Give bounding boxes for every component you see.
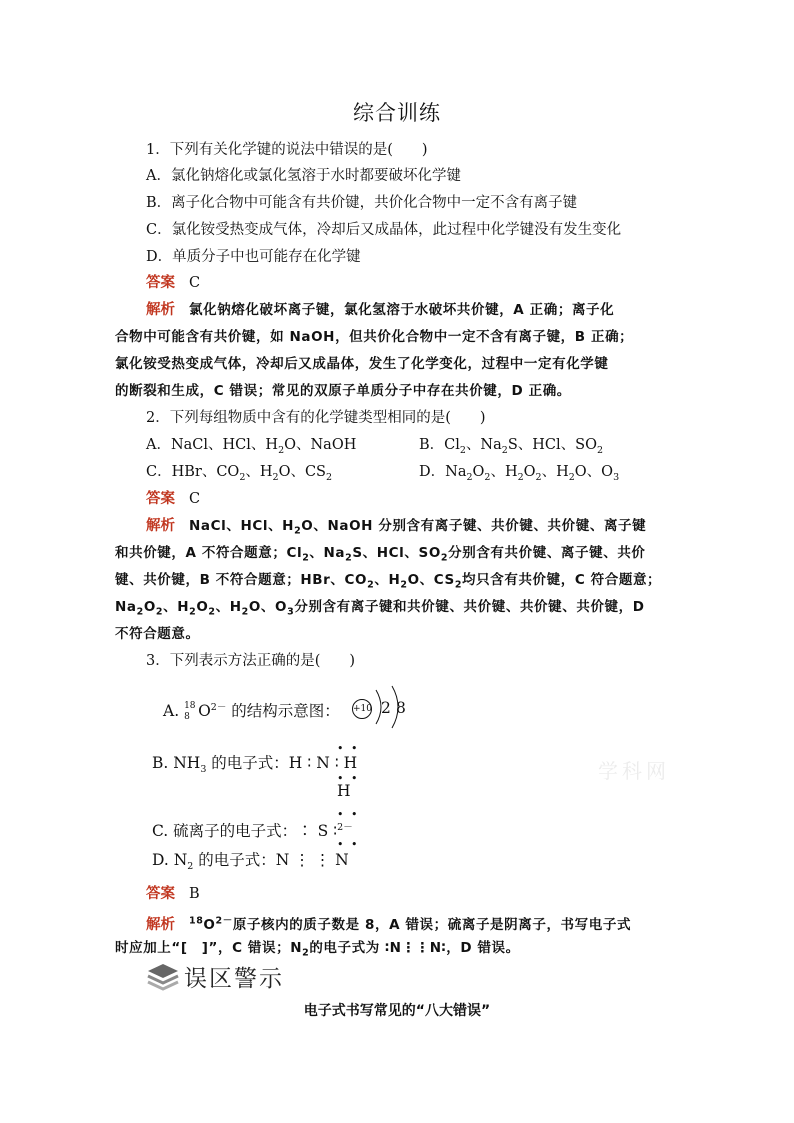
q1-analysis-line-1: 解析 氯化钠熔化破坏离子键，氯化氢溶于水破坏共价键，A 正确；离子化 xyxy=(146,301,615,318)
q2-analysis-line-5: 不符合题意。 xyxy=(115,626,200,642)
analysis-label: 解析 xyxy=(146,915,175,933)
q2-stem: 2．下列每组物质中含有的化学键类型相同的是( ) xyxy=(146,410,486,426)
q3-answer xyxy=(146,884,200,904)
answer-value: C xyxy=(189,275,201,291)
atomic-structure-diagram xyxy=(352,697,372,719)
warning-section-header xyxy=(146,960,284,993)
q1-option-b: B．离子化合物中可能含有共价键，共价化合物中一定不含有离子键 xyxy=(146,195,578,211)
shell-1-count: 2 xyxy=(381,699,391,717)
q1-stem: 1．下列有关化学键的说法中错误的是( ) xyxy=(146,142,428,158)
answer-label: 答案 xyxy=(146,490,175,507)
section-subtitle: 电子式书写常见的“八大错误” xyxy=(303,1003,491,1019)
q1-option-a: A．氯化钠熔化或氯化氢溶于水时都要破坏化学键 xyxy=(146,168,461,184)
analysis-label: 解析 xyxy=(146,517,175,534)
lone-pair-dots: • • xyxy=(337,838,360,851)
page-title: 综合训练 xyxy=(353,101,441,125)
q3-option-b-hydrogen: H xyxy=(337,782,351,800)
q2-option-c: C．HBr、$CO_2$、$H_2O$、$CS_2$ xyxy=(146,464,333,483)
q3-option-c: C. 硫离子的电子式：∶ S ∶$^{2-}$ xyxy=(152,822,353,841)
answer-label: 答案 xyxy=(146,885,175,902)
bond-pair-dots: • • xyxy=(337,772,360,785)
lone-pair-dots: • • xyxy=(337,742,360,755)
layers-icon xyxy=(146,962,180,992)
q1-answer xyxy=(146,273,200,293)
electron-shell-arcs xyxy=(372,684,412,730)
shell-2-count: 8 xyxy=(396,699,406,717)
q2-analysis-line-1: 解析 NaCl、HCl、$H_2O$、NaOH 分别含有离子键、共价键、共价键、离子键 xyxy=(146,517,647,537)
q3-analysis-line-1: 解析 $^{18}O^{2-}$原子核内的质子数是 8，A 错误；硫离子是阴离子，书写电子式 xyxy=(146,915,632,933)
answer-value: C xyxy=(189,491,201,507)
q2-analysis-line-3: 键、共价键，B 不符合题意；HBr、$CO_2$、$H_2O$、$CS_2$均只含有共价键，C 符合题意； xyxy=(115,572,662,591)
q1-analysis-line-4: 的断裂和生成，C 错误；常见的双原子单质分子中存在共价键，D 正确。 xyxy=(115,383,571,399)
q3-option-b: B. $NH_3$ 的电子式：H ∶ N ∶ H xyxy=(152,754,358,776)
q2-option-d: D．$Na_2O_2$、$H_2O_2$、$H_2O$、$O_3$ xyxy=(419,464,620,483)
warning-title: 误区警示 xyxy=(184,966,284,992)
q1-option-d: D．单质分子中也可能存在化学键 xyxy=(146,249,361,265)
q2-option-b: B．$Cl_2$、$Na_2S$、HCl、$SO_2$ xyxy=(419,437,604,456)
isotope-notation: 18 8 xyxy=(184,701,196,723)
nucleus: +10 xyxy=(352,699,372,719)
q3-option-d: D. $N_2$ 的电子式：N ⋮ ⋮ N xyxy=(152,851,349,873)
watermark: 学科网 xyxy=(598,759,670,783)
q3-option-a: A. 18 8 $O^{2-}$ 的结构示意图： xyxy=(163,701,340,723)
answer-label: 答案 xyxy=(146,274,175,291)
q1-analysis-line-2: 合物中可能含有共价键，如 NaOH，但共价化合物中一定不含有离子键，B 正确； xyxy=(115,329,634,345)
q2-analysis-line-2: 和共价键，A 不符合题意；$Cl_2$、$Na_2S$、HCl、$SO_2$分别含有共价键、离子键、共价 xyxy=(115,545,646,564)
q2-answer xyxy=(146,489,200,509)
answer-value: B xyxy=(189,886,200,902)
q1-analysis-line-3: 氯化铵受热变成气体，冷却后又成晶体，发生了化学变化，过程中一定有化学键 xyxy=(115,356,609,372)
q1-option-c: C．氯化铵受热变成气体，冷却后又成晶体，此过程中化学键没有发生变化 xyxy=(146,222,622,238)
lone-pair-dots: • • xyxy=(337,808,360,821)
q2-analysis-line-4: $Na_2O_2$、$H_2O_2$、$H_2O$、$O_3$分别含有离子键和共价键、共价键、共价键、共价键，D xyxy=(115,599,645,618)
analysis-label: 解析 xyxy=(146,301,175,318)
q3-analysis-line-2: 时应加上“[ ]”，C 错误；$N_2$的电子式为 ∶N⋮⋮N∶，D 错误。 xyxy=(115,940,520,959)
q3-stem: 3．下列表示方法正确的是( ) xyxy=(146,653,356,669)
q2-option-a: A．NaCl、HCl、$H_2O$、NaOH xyxy=(146,437,357,456)
